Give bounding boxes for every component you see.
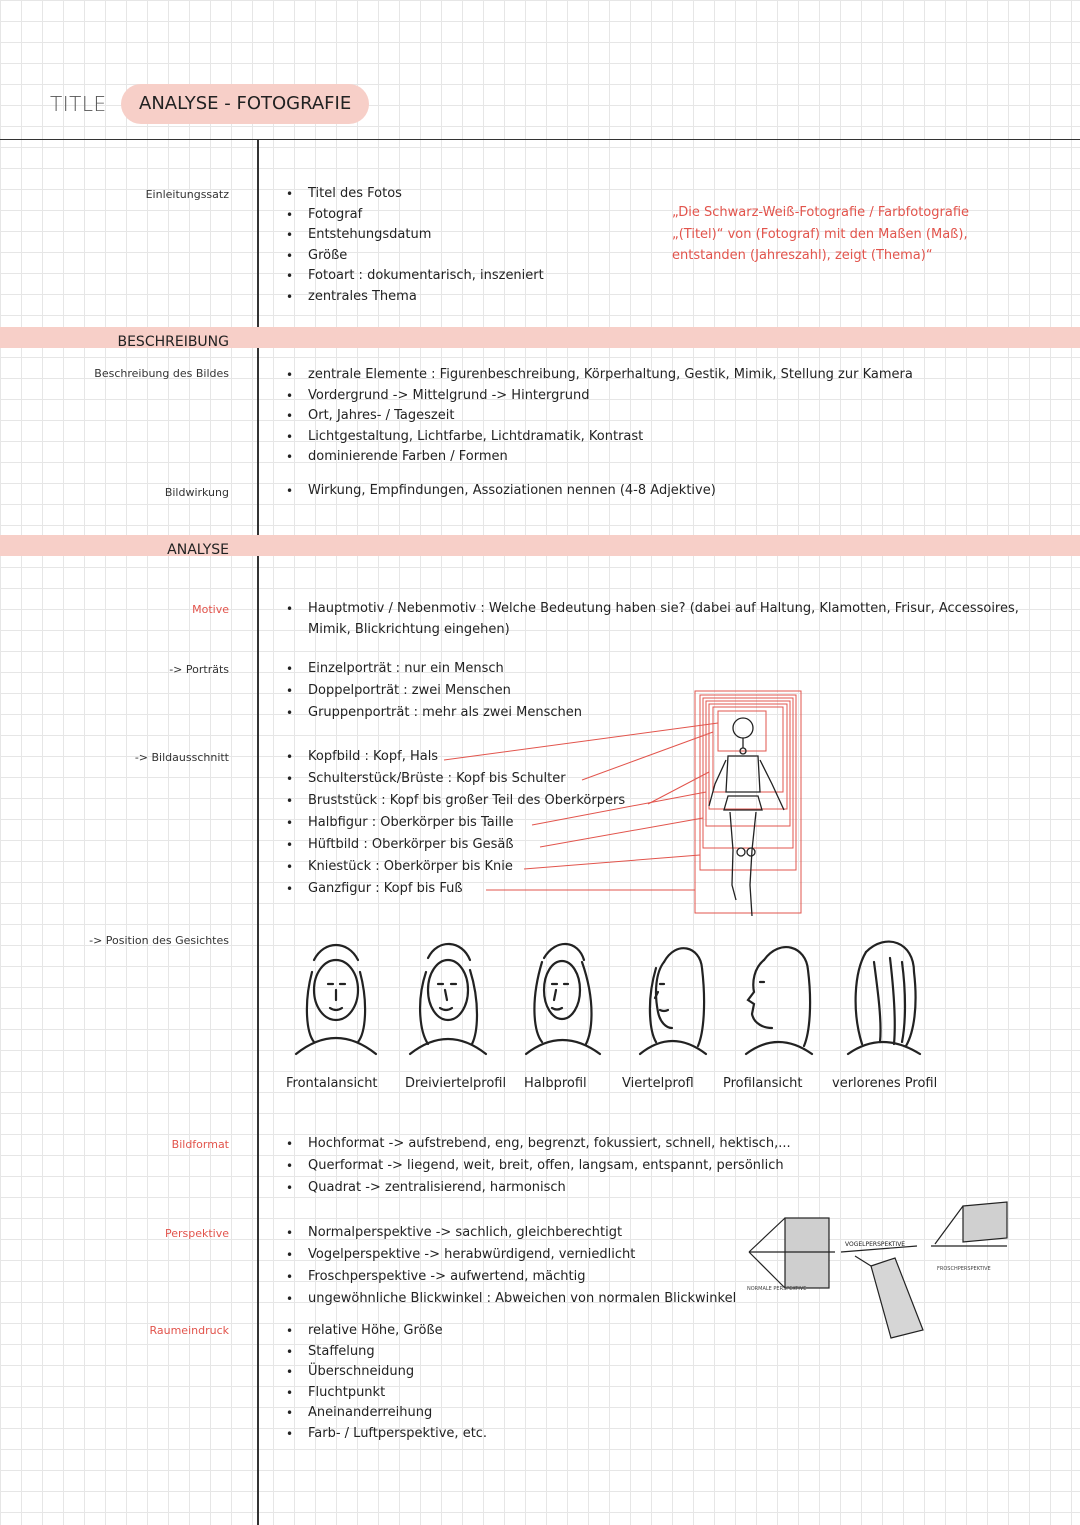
- list-item: • relative Höhe, Größe: [284, 1321, 487, 1342]
- face-label-profil: Profilansicht: [723, 1076, 803, 1091]
- list-item: • Wirkung, Empfindungen, Assoziationen nennen (4-8 Adjektive): [284, 481, 716, 502]
- list-item: • zentrales Thema: [284, 287, 544, 308]
- connector-halbfigur: [532, 792, 706, 825]
- list-item: • Bruststück : Kopf bis großer Teil des Oberkörpers: [284, 790, 625, 812]
- list-item: • Quadrat -> zentralisierend, harmonisch: [284, 1177, 791, 1199]
- quote-line: „(Titel)“ von (Fotograf) mit den Maßen (Maß),: [672, 226, 968, 242]
- list-item: • Fluchtpunkt: [284, 1383, 487, 1404]
- connector-hueftbild: [540, 818, 703, 847]
- list-item: • Lichtgestaltung, Lichtfarbe, Lichtdramatik, Kontrast: [284, 427, 913, 448]
- list-item: • Normalperspektive -> sachlich, gleichberechtigt: [284, 1222, 736, 1244]
- list-item: • Fotograf: [284, 205, 544, 226]
- list-item: • Hochformat -> aufstrebend, eng, begrenzt, fokussiert, schnell, hektisch,...: [284, 1133, 791, 1155]
- list-item: • Hauptmotiv / Nebenmotiv : Welche Bedeutung haben sie? (dabei auf Haltung, Klamotten, Frisur, Accessoires, Mimik, Blickrichtung eingehen): [284, 599, 1028, 640]
- list-item: • Schulterstück/Brüste : Kopf bis Schulter: [284, 768, 625, 790]
- list-item: • Doppelporträt : zwei Menschen: [284, 680, 582, 702]
- face-halbprofil-sketch: [526, 944, 600, 1054]
- face-label-frontal: Frontalansicht: [286, 1076, 378, 1091]
- einleitung-quote: [672, 202, 1052, 267]
- connector-kniestueck: [524, 855, 700, 869]
- list-item: • Vogelperspektive -> herabwürdigend, verniedlicht: [284, 1244, 736, 1266]
- list-item: • Froschperspektive -> aufwertend, mächtig: [284, 1266, 736, 1288]
- list-item: • Überschneidung: [284, 1362, 487, 1383]
- list-item: • Einzelporträt : nur ein Mensch: [284, 658, 582, 680]
- face-label-viertelprofil: Viertelprofl: [622, 1076, 694, 1091]
- list-item: • dominierende Farben / Formen: [284, 447, 913, 468]
- list-item: • Halbfigur : Oberkörper bis Taille: [284, 812, 625, 834]
- mannequin-figure: [709, 718, 784, 916]
- label-bildausschnitt: -> Bildausschnitt: [134, 751, 229, 764]
- frosch-perspective-box: [931, 1202, 1007, 1246]
- page-title: ANALYSE - FOTOGRAFIE: [121, 84, 369, 124]
- label-raumeindruck: Raumeindruck: [149, 1324, 229, 1337]
- face-label-verloren: verlorenes Profil: [832, 1076, 938, 1091]
- list-item: • zentrale Elemente : Figurenbeschreibung, Körperhaltung, Gestik, Mimik, Stellung zur Kamera: [284, 365, 913, 386]
- face-frontal-sketch: [296, 945, 376, 1054]
- label-position-des-gesichtes: -> Position des Gesichtes: [89, 934, 229, 947]
- normal-perspective-box: [749, 1218, 835, 1288]
- perspektive-list: [284, 1222, 736, 1310]
- face-dreiviertel-sketch: [410, 944, 486, 1054]
- beschreibung-list: [284, 365, 913, 468]
- bildausschnitt-figure-illustration: [400, 680, 820, 920]
- label-bildformat: Bildformat: [171, 1138, 229, 1151]
- label-einleitungssatz: Einleitungssatz: [145, 188, 229, 201]
- list-item: • Ganzfigur : Kopf bis Fuß: [284, 878, 625, 900]
- list-item: • Fotoart : dokumentarisch, inszeniert: [284, 266, 544, 287]
- sketch-label-frosch: FROSCHPERSPEKTIVE: [937, 1266, 991, 1272]
- face-positions-illustration: [284, 932, 944, 1072]
- quote-line: entstanden (Jahreszahl), zeigt (Thema)“: [672, 248, 933, 263]
- vogel-perspective-box: [841, 1246, 923, 1338]
- list-item: • Entstehungsdatum: [284, 225, 544, 246]
- bildformat-list: [284, 1133, 791, 1199]
- list-item: • Vordergrund -> Mittelgrund -> Hintergrund: [284, 386, 913, 407]
- face-label-halbprofil: Halbprofil: [524, 1076, 587, 1091]
- list-item: • Farb- / Luftperspektive, etc.: [284, 1424, 487, 1445]
- connector-lines: [444, 723, 718, 890]
- list-item: • Ort, Jahres- / Tageszeit: [284, 406, 913, 427]
- header-divider: [0, 139, 1080, 140]
- face-profil-sketch: [746, 947, 812, 1054]
- label-perspektive: Perspektive: [164, 1227, 229, 1240]
- list-item: • Querformat -> liegend, weit, breit, offen, langsam, entspannt, persönlich: [284, 1155, 791, 1177]
- heading-analyse: ANALYSE: [167, 542, 229, 558]
- sketch-label-vogel: VOGELPERSPEKTIVE: [845, 1241, 906, 1248]
- face-label-dreiviertel: Dreiviertelprofil: [405, 1076, 507, 1091]
- label-bildwirkung: Bildwirkung: [164, 486, 229, 499]
- list-item: • Gruppenporträt : mehr als zwei Menschen: [284, 702, 582, 724]
- heading-beschreibung: BESCHREIBUNG: [117, 334, 229, 350]
- list-item: • Aneinanderreihung: [284, 1403, 487, 1424]
- connector-kopfbild: [444, 723, 718, 760]
- perspektive-sketch-illustration: [745, 1200, 1010, 1340]
- einleitung-list: [284, 184, 544, 307]
- list-item: • ungewöhnliche Blickwinkel : Abweichen von normalen Blickwinkel: [284, 1288, 736, 1310]
- face-verlorenes-profil-sketch: [848, 942, 920, 1054]
- list-item: • Titel des Fotos: [284, 184, 544, 205]
- raumeindruck-list: [284, 1321, 487, 1444]
- list-item: • Hüftbild : Oberkörper bis Gesäß: [284, 834, 625, 856]
- label-portraets: -> Porträts: [169, 663, 229, 676]
- list-item: • Größe: [284, 246, 544, 267]
- bildwirkung-list: [284, 481, 716, 502]
- list-item: • Staffelung: [284, 1342, 487, 1363]
- label-motive: Motive: [192, 603, 229, 616]
- motive-list: [284, 599, 1028, 640]
- frame-kniestueck: [700, 695, 796, 870]
- list-item: • Kopfbild : Kopf, Hals: [284, 746, 625, 768]
- label-beschreibung-des-bildes: Beschreibung des Bildes: [94, 367, 229, 380]
- title-word: TITLE: [50, 92, 107, 116]
- sketch-label-normal: NORMALE PERSPEKTIVE: [747, 1286, 807, 1292]
- frame-kopfbild: [718, 711, 766, 751]
- face-viertelprofil-sketch: [640, 948, 706, 1054]
- list-item: • Kniestück : Oberkörper bis Knie: [284, 856, 625, 878]
- quote-line: „Die Schwarz-Weiß-Fotografie / Farbfotografie: [672, 205, 970, 220]
